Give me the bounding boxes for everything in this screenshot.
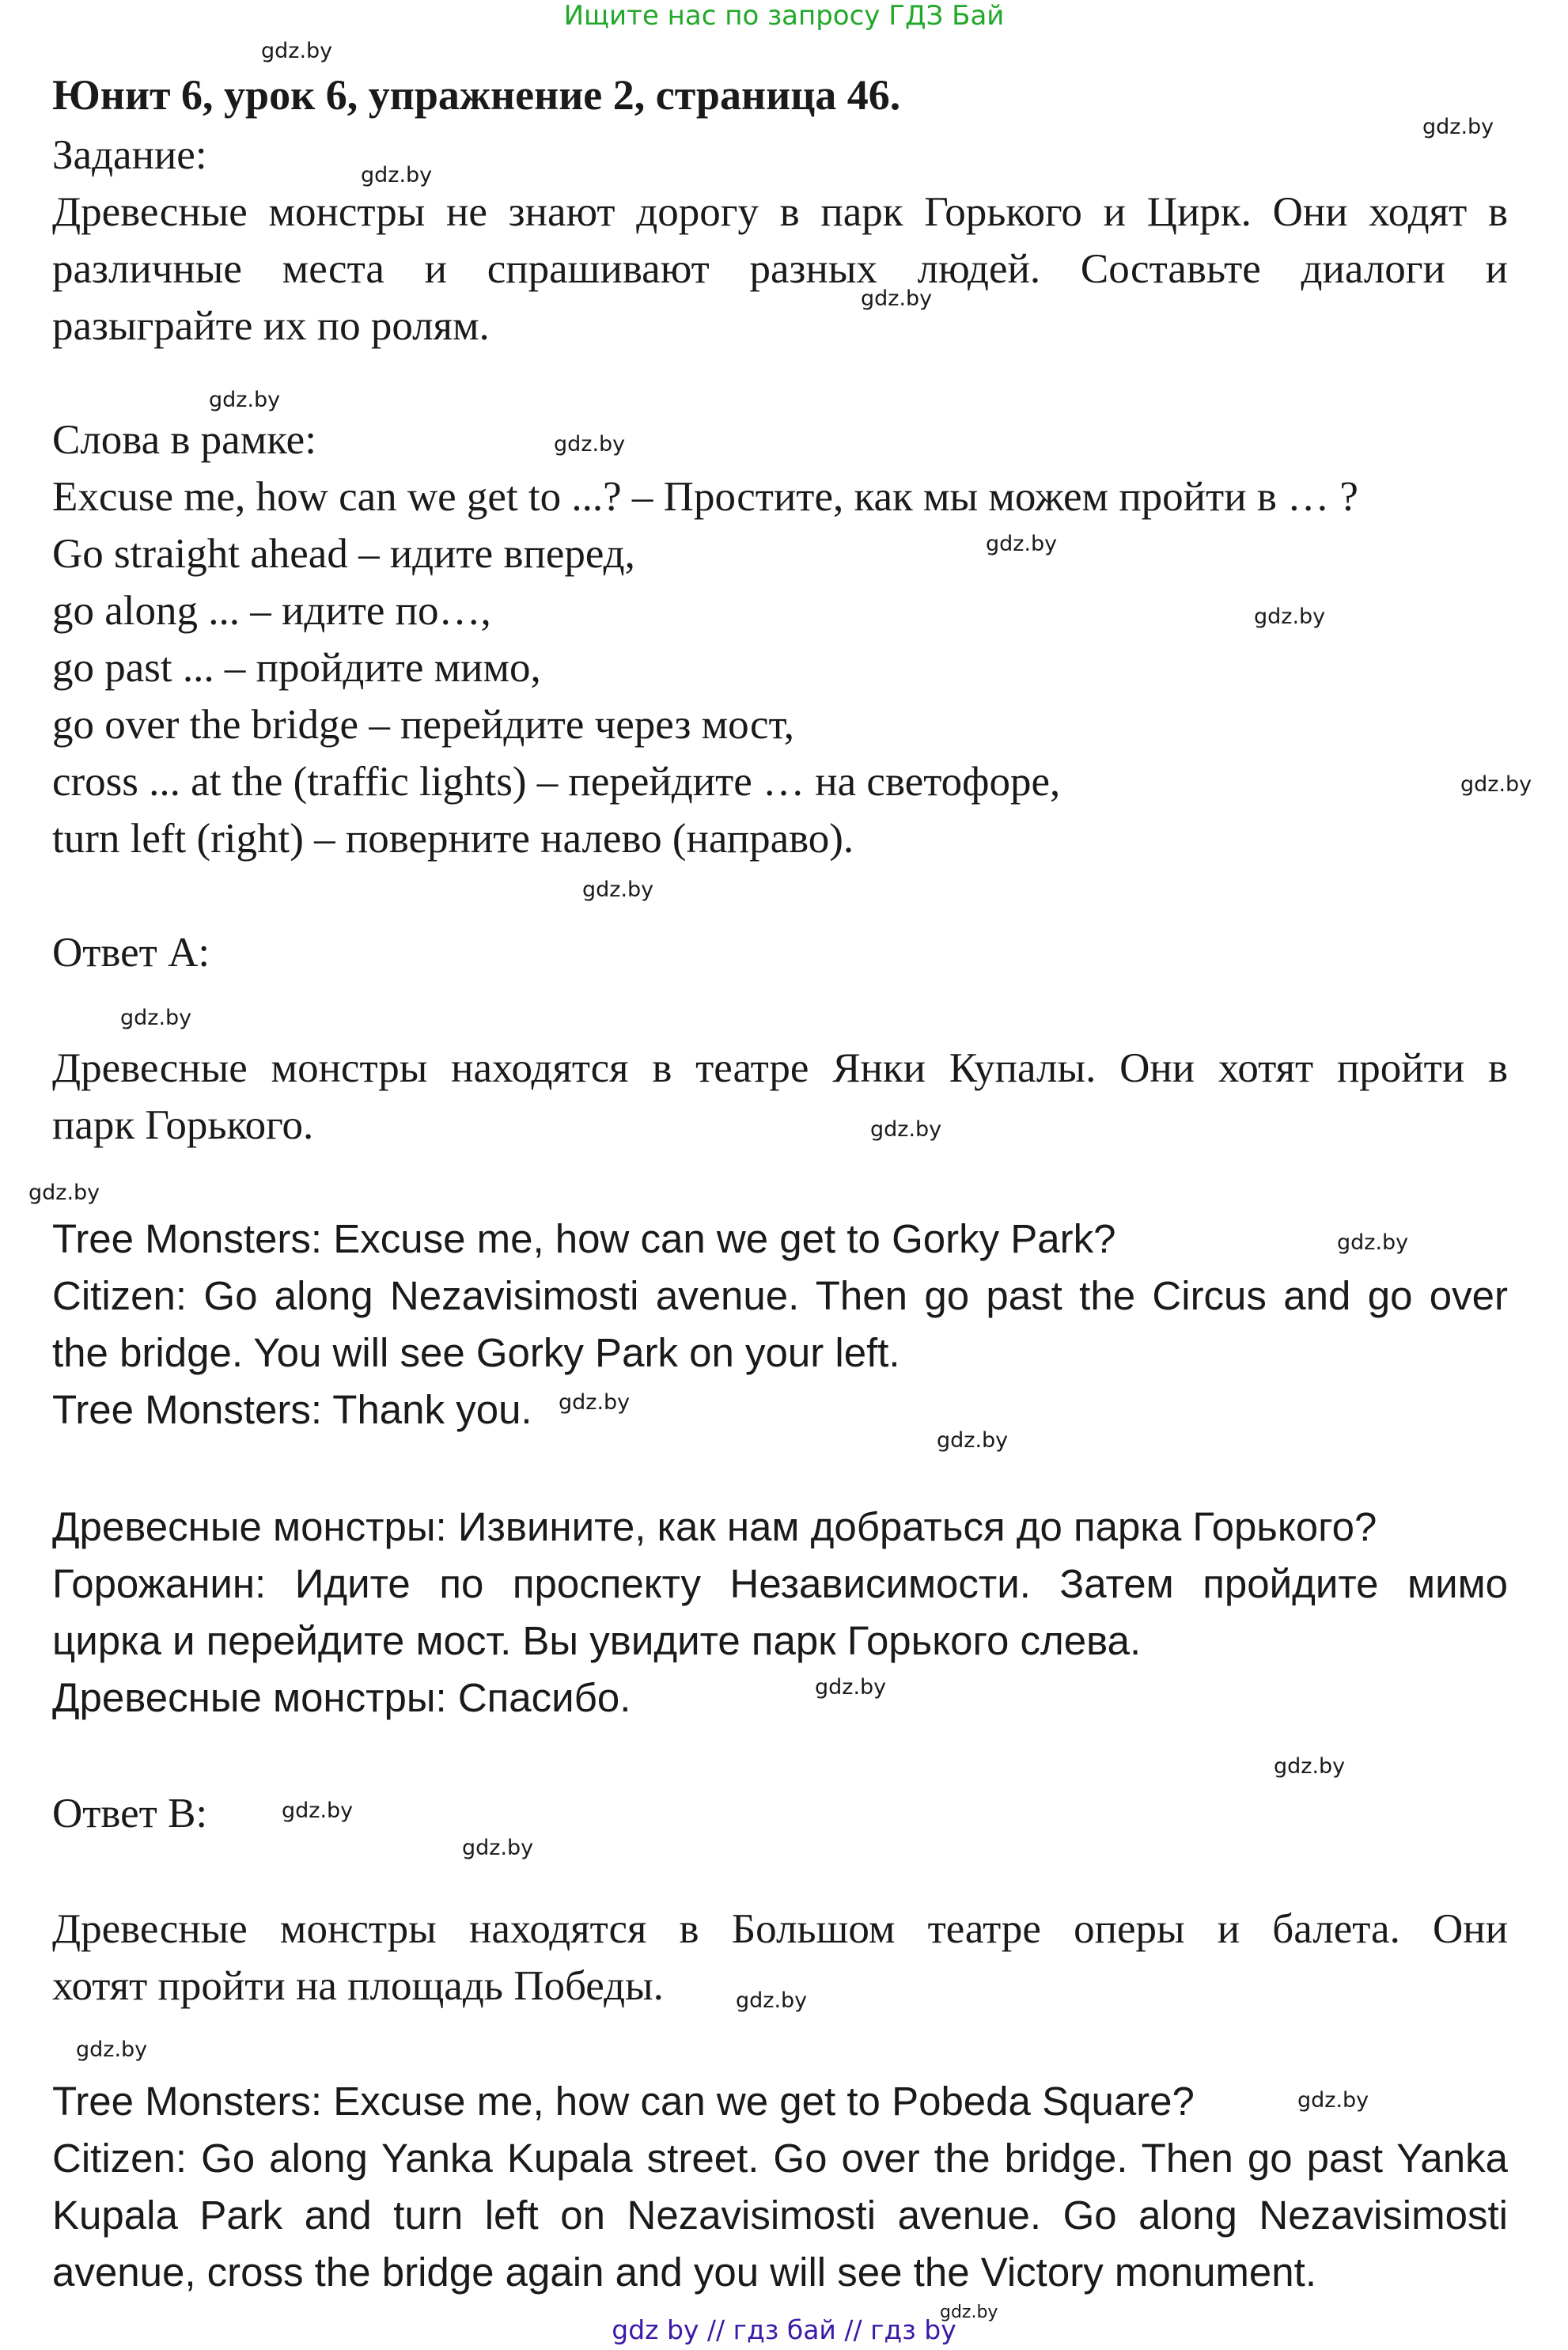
dialog-b-en-line: Citizen: Go along Yanka Kupala street. Go over the bridge. Then go past Yanka: [52, 2136, 1508, 2181]
vocab-line: Go straight ahead – идите вперед,: [52, 531, 635, 577]
dialog-b-en-line: Kupala Park and turn left on Nezavisimosti avenue. Go along Nezavisimosti: [52, 2193, 1508, 2238]
watermark: gdz.by: [986, 532, 1058, 556]
dialog-b-en-line: avenue, cross the bridge again and you will see the Victory monument.: [52, 2250, 1316, 2295]
dialog-a-ru-line: Древесные монстры: Спасибо.: [52, 1675, 631, 1720]
answer-b-intro: хотят пройти на площадь Победы.: [52, 1963, 664, 2009]
dialog-a-en-line: the bridge. You will see Gorky Park on your left.: [52, 1330, 900, 1375]
watermark: gdz.by: [462, 1836, 534, 1860]
search-hint-link[interactable]: Ищите нас по запросу ГДЗ Бай: [563, 0, 1005, 32]
watermark: gdz.by: [582, 877, 654, 902]
watermark: gdz.by: [861, 286, 933, 311]
watermark: gdz.by: [937, 1428, 1009, 1453]
answer-a-label: Ответ А:: [52, 930, 210, 976]
dialog-a-ru-line: Древесные монстры: Извините, как нам добраться до парка Горького?: [52, 1504, 1377, 1549]
task-line: разыграйте их по ролям.: [52, 303, 490, 349]
vocab-line: go past ... – пройдите мимо,: [52, 645, 541, 691]
answer-b-label: Ответ В:: [52, 1791, 208, 1836]
watermark: gdz.by: [1274, 1754, 1346, 1779]
task-line: различные места и спрашивают разных людей. Составьте диалоги и: [52, 246, 1508, 292]
vocab-line: go over the bridge – перейдите через мост,: [52, 702, 794, 748]
answer-b-intro: Древесные монстры находятся в Большом театре оперы и балета. Они: [52, 1906, 1508, 1952]
dialog-a-en-line: Tree Monsters: Excuse me, how can we get to Gorky Park?: [52, 1216, 1116, 1261]
watermark: gdz.by: [940, 2303, 998, 2322]
page-title: Юнит 6, урок 6, упражнение 2, страница 46.: [52, 71, 901, 119]
dialog-a-ru-line: цирка и перейдите мост. Вы увидите парк Горького слева.: [52, 1618, 1142, 1663]
vocab-line: go along ... – идите по…,: [52, 588, 491, 634]
watermark: gdz.by: [76, 2037, 148, 2062]
vocab-line: turn left (right) – поверните налево (направо).: [52, 816, 854, 862]
watermark: gdz.by: [261, 39, 333, 63]
watermark: gdz.by: [1422, 115, 1494, 139]
watermark: gdz.by: [736, 1988, 808, 2013]
watermark: gdz.by: [1460, 772, 1532, 797]
footer-links[interactable]: gdz by // гдз бай // гдз by: [612, 2314, 956, 2345]
watermark: gdz.by: [1337, 1230, 1409, 1255]
dialog-a-ru-line: Горожанин: Идите по проспекту Независимости. Затем пройдите мимо: [52, 1561, 1508, 1606]
dialog-b-en-line: Tree Monsters: Excuse me, how can we get to Pobeda Square?: [52, 2079, 1195, 2124]
task-label: Задание:: [52, 132, 207, 178]
box-label: Слова в рамке:: [52, 417, 316, 463]
watermark: gdz.by: [815, 1675, 887, 1700]
task-line: Древесные монстры не знают дорогу в парк Горького и Цирк. Они ходят в: [52, 189, 1508, 235]
dialog-a-en-line: Citizen: Go along Nezavisimosti avenue. Then go past the Circus and go over: [52, 1273, 1508, 1318]
watermark: gdz.by: [554, 432, 626, 457]
watermark: gdz.by: [361, 163, 433, 188]
answer-a-intro: парк Горького.: [52, 1102, 314, 1148]
vocab-line: Excuse me, how can we get to ...? – Простите, как мы можем пройти в … ?: [52, 474, 1358, 520]
dialog-a-en-line: Tree Monsters: Thank you.: [52, 1387, 532, 1432]
watermark: gdz.by: [209, 388, 281, 412]
answer-a-intro: Древесные монстры находятся в театре Янки Купалы. Они хотят пройти в: [52, 1045, 1508, 1091]
watermark: gdz.by: [282, 1799, 354, 1823]
watermark: gdz.by: [120, 1006, 192, 1030]
watermark: gdz.by: [870, 1117, 942, 1142]
watermark: gdz.by: [28, 1181, 100, 1205]
vocab-line: cross ... at the (traffic lights) – перейдите … на светофоре,: [52, 759, 1061, 805]
watermark: gdz.by: [1254, 605, 1326, 629]
watermark: gdz.by: [1297, 2088, 1369, 2113]
watermark: gdz.by: [559, 1390, 631, 1415]
